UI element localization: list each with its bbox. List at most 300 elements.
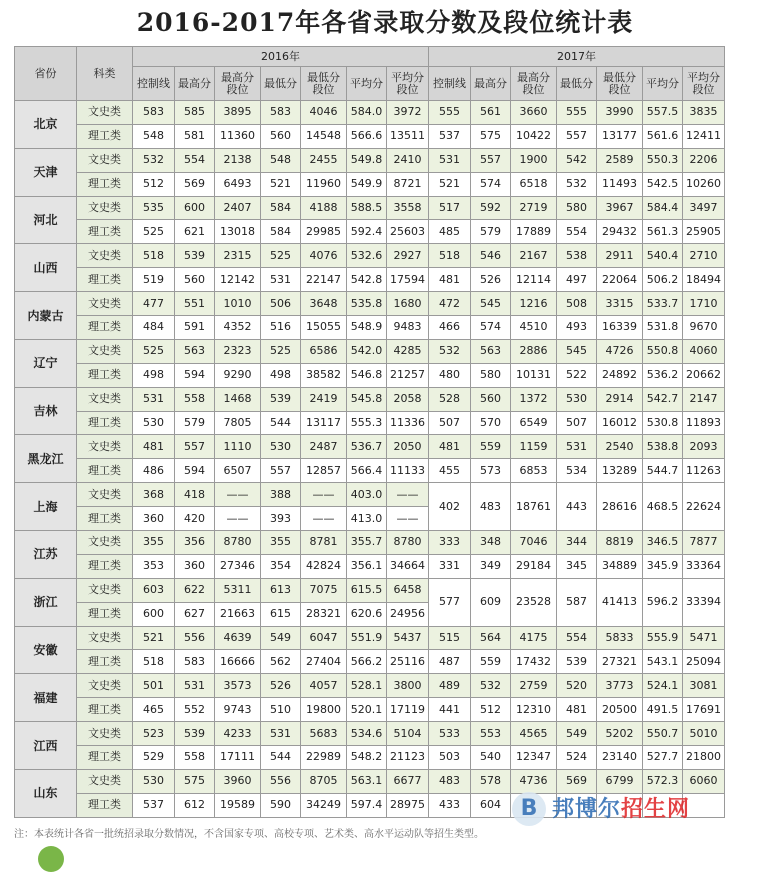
value-2017-cell: 2540	[597, 435, 643, 459]
value-2016-cell: 566.2	[347, 650, 387, 674]
value-2017-cell: 21800	[683, 746, 725, 770]
value-2016-cell: 584	[261, 220, 301, 244]
value-2016-cell: 8705	[301, 769, 347, 793]
value-2017-cell: 561.6	[643, 124, 683, 148]
value-2017-cell: 1900	[511, 148, 557, 172]
value-2016-cell: 1110	[215, 435, 261, 459]
value-2016-cell: 525	[261, 339, 301, 363]
value-2017-cell: 472	[429, 292, 471, 316]
value-2017-cell: 538	[557, 244, 597, 268]
value-2017-cell: 6518	[511, 172, 557, 196]
value-2016-cell: 597.4	[347, 793, 387, 817]
value-2016-cell: 360	[133, 507, 175, 531]
value-2017-cell: 7877	[683, 531, 725, 555]
value-2017-cell: 534	[557, 459, 597, 483]
value-2016-cell: 615.5	[347, 578, 387, 602]
value-2017-cell: 554	[557, 626, 597, 650]
value-2016-cell: 551.9	[347, 626, 387, 650]
category-cell: 文史类	[77, 722, 133, 746]
province-cell: 安徽	[15, 626, 77, 674]
value-2016-cell: 521	[261, 172, 301, 196]
value-2016-cell: 539	[175, 244, 215, 268]
watermark-logo: B	[512, 792, 546, 826]
value-2017-cell: 10260	[683, 172, 725, 196]
value-2016-cell: 8721	[387, 172, 429, 196]
table-row	[15, 172, 725, 196]
value-2016-cell: 477	[133, 292, 175, 316]
value-2016-cell: 519	[133, 268, 175, 292]
green-circle-badge	[38, 846, 64, 872]
score-table	[14, 46, 725, 818]
value-2016-cell: 8780	[215, 531, 261, 555]
value-2017-merged-cell: 22624	[683, 483, 725, 531]
value-2016-cell: 583	[133, 101, 175, 125]
value-2017-cell: 527.7	[643, 746, 683, 770]
value-2017-cell: 524.1	[643, 674, 683, 698]
value-2017-cell: 575	[471, 124, 511, 148]
value-2017-cell: 24892	[597, 363, 643, 387]
value-2016-cell: 4057	[301, 674, 347, 698]
value-2017-cell: 20500	[597, 698, 643, 722]
value-2017-cell: 2710	[683, 244, 725, 268]
value-2017-cell: 559	[471, 650, 511, 674]
value-2016-cell: 7805	[215, 411, 261, 435]
value-2016-cell: 12142	[215, 268, 261, 292]
value-2017-cell: 508	[557, 292, 597, 316]
value-2016-cell: 531	[261, 268, 301, 292]
value-2017-cell: 333	[429, 531, 471, 555]
value-2016-cell: 584	[261, 196, 301, 220]
value-2016-cell: 29985	[301, 220, 347, 244]
value-2017-merged-cell: 468.5	[643, 483, 683, 531]
value-2017-cell: 20662	[683, 363, 725, 387]
value-2016-cell: 592.4	[347, 220, 387, 244]
value-2016-cell: 19800	[301, 698, 347, 722]
header-province: 省份	[15, 47, 77, 101]
value-2016-cell: 2927	[387, 244, 429, 268]
value-2016-cell: 2487	[301, 435, 347, 459]
value-2016-cell: 17594	[387, 268, 429, 292]
province-cell: 内蒙古	[15, 292, 77, 340]
province-cell: 上海	[15, 483, 77, 531]
category-cell: 理工类	[77, 507, 133, 531]
category-cell: 理工类	[77, 746, 133, 770]
table-row	[15, 196, 725, 220]
value-2017-cell: 542	[557, 148, 597, 172]
value-2017-cell: 507	[429, 411, 471, 435]
value-2017-cell: 25094	[683, 650, 725, 674]
value-2016-cell: 6047	[301, 626, 347, 650]
value-2017-cell: 11893	[683, 411, 725, 435]
header-year-2017: 2017年	[429, 47, 725, 67]
col-header-y2017: 最低分 段位	[597, 67, 643, 101]
value-2017-cell: 2719	[511, 196, 557, 220]
value-2016-cell: 530	[261, 435, 301, 459]
value-2016-cell: 532.6	[347, 244, 387, 268]
value-2016-cell: 622	[175, 578, 215, 602]
category-cell: 文史类	[77, 244, 133, 268]
value-2017-cell: 11493	[597, 172, 643, 196]
value-2017-cell: 560	[471, 387, 511, 411]
value-2016-cell: 3558	[387, 196, 429, 220]
value-2016-cell: 354	[261, 554, 301, 578]
value-2017-cell: 6549	[511, 411, 557, 435]
value-2016-cell: 2138	[215, 148, 261, 172]
value-2016-cell: 536.7	[347, 435, 387, 459]
category-cell: 文史类	[77, 435, 133, 459]
value-2016-cell: 4285	[387, 339, 429, 363]
col-header-y2017: 平均分	[643, 67, 683, 101]
value-2017-cell: 4175	[511, 626, 557, 650]
value-2017-cell: 532	[429, 339, 471, 363]
value-2017-cell: 5471	[683, 626, 725, 650]
col-header-y2017: 平均分 段位	[683, 67, 725, 101]
value-2017-cell: 17432	[511, 650, 557, 674]
value-2016-cell: 532	[133, 148, 175, 172]
value-2016-cell: 25116	[387, 650, 429, 674]
value-2017-cell: 545	[471, 292, 511, 316]
value-2017-cell: 531	[557, 435, 597, 459]
col-header-y2017: 最高分	[471, 67, 511, 101]
value-2017-cell: 2093	[683, 435, 725, 459]
value-2016-cell: 6493	[215, 172, 261, 196]
value-2016-cell: 5683	[301, 722, 347, 746]
value-2017-cell: 584.4	[643, 196, 683, 220]
value-2017-cell: 2911	[597, 244, 643, 268]
value-2017-cell: 344	[557, 531, 597, 555]
value-2017-cell: 561.3	[643, 220, 683, 244]
value-2016-cell: 558	[175, 387, 215, 411]
value-2017-cell: 539	[557, 650, 597, 674]
col-header-y2016: 控制线	[133, 67, 175, 101]
value-2016-cell: 612	[175, 793, 215, 817]
value-2016-cell: 591	[175, 316, 215, 340]
value-2017-cell: 13177	[597, 124, 643, 148]
value-2017-cell: 573	[471, 459, 511, 483]
value-2017-cell: 8819	[597, 531, 643, 555]
value-2016-cell: 27346	[215, 554, 261, 578]
table-row	[15, 316, 725, 340]
col-header-y2016: 最低分 段位	[301, 67, 347, 101]
value-2017-cell: 487	[429, 650, 471, 674]
value-2016-cell: 1680	[387, 292, 429, 316]
value-2017-cell: 345	[557, 554, 597, 578]
value-2016-cell: 542.8	[347, 268, 387, 292]
value-2016-cell: 579	[175, 411, 215, 435]
table-row	[15, 531, 725, 555]
value-2016-cell: 6507	[215, 459, 261, 483]
value-2016-cell: 2050	[387, 435, 429, 459]
value-2017-cell: 524	[557, 746, 597, 770]
value-2017-cell: 520	[557, 674, 597, 698]
value-2016-cell: 24956	[387, 602, 429, 626]
value-2017-cell: 5202	[597, 722, 643, 746]
value-2017-cell: 542.7	[643, 387, 683, 411]
value-2016-cell: 34664	[387, 554, 429, 578]
value-2017-cell: 25905	[683, 220, 725, 244]
value-2016-cell: 558	[175, 746, 215, 770]
value-2016-cell: 2419	[301, 387, 347, 411]
value-2016-cell: 355	[133, 531, 175, 555]
category-cell: 文史类	[77, 578, 133, 602]
value-2017-cell: 27321	[597, 650, 643, 674]
col-header-y2017: 控制线	[429, 67, 471, 101]
province-cell: 山东	[15, 769, 77, 817]
value-2017-merged-cell: 587	[557, 578, 597, 626]
value-2017-cell: 530.8	[643, 411, 683, 435]
value-2016-cell: 11360	[215, 124, 261, 148]
table-row	[15, 626, 725, 650]
value-2016-cell: 4352	[215, 316, 261, 340]
value-2017-cell: 574	[471, 172, 511, 196]
header-category: 科类	[77, 47, 133, 101]
table-row	[15, 268, 725, 292]
value-2017-merged-cell: 443	[557, 483, 597, 531]
value-2016-cell: 11960	[301, 172, 347, 196]
value-2017-cell: 433	[429, 793, 471, 817]
value-2016-cell: 1010	[215, 292, 261, 316]
col-header-y2016: 最高分	[175, 67, 215, 101]
value-2016-cell: 518	[133, 244, 175, 268]
value-2017-cell: 1710	[683, 292, 725, 316]
value-2017-cell: 348	[471, 531, 511, 555]
value-2017-cell: 3967	[597, 196, 643, 220]
value-2017-cell: 345.9	[643, 554, 683, 578]
value-2016-cell: 556	[175, 626, 215, 650]
value-2016-cell: 523	[133, 722, 175, 746]
value-2017-cell: 6060	[683, 769, 725, 793]
value-2017-cell: 18494	[683, 268, 725, 292]
value-2016-cell: ——	[387, 507, 429, 531]
value-2017-cell: 331	[429, 554, 471, 578]
value-2017-cell: 4726	[597, 339, 643, 363]
value-2017-merged-cell: 28616	[597, 483, 643, 531]
value-2016-cell: 418	[175, 483, 215, 507]
value-2016-cell: 621	[175, 220, 215, 244]
value-2017-cell: 517	[429, 196, 471, 220]
value-2017-cell: 580	[557, 196, 597, 220]
value-2017-cell: 572.3	[643, 769, 683, 793]
value-2017-cell: 1216	[511, 292, 557, 316]
value-2016-cell: 551	[175, 292, 215, 316]
value-2017-merged-cell: 609	[471, 578, 511, 626]
value-2017-cell: 540.4	[643, 244, 683, 268]
value-2017-cell: 506.2	[643, 268, 683, 292]
value-2017-cell: 29432	[597, 220, 643, 244]
value-2016-cell: 21257	[387, 363, 429, 387]
province-cell: 辽宁	[15, 339, 77, 387]
value-2016-cell: 549.9	[347, 172, 387, 196]
value-2017-cell: 346.5	[643, 531, 683, 555]
value-2017-cell: 542.5	[643, 172, 683, 196]
value-2016-cell: 38582	[301, 363, 347, 387]
category-cell: 文史类	[77, 626, 133, 650]
value-2016-cell: 2315	[215, 244, 261, 268]
col-header-y2016: 最高分 段位	[215, 67, 261, 101]
value-2016-cell: 525	[261, 244, 301, 268]
value-2016-cell: 11336	[387, 411, 429, 435]
value-2016-cell: 356.1	[347, 554, 387, 578]
watermark-text-red: 招生网	[621, 797, 691, 822]
value-2016-cell: 530	[133, 411, 175, 435]
value-2017-cell: 3773	[597, 674, 643, 698]
table-row	[15, 722, 725, 746]
value-2016-cell: 413.0	[347, 507, 387, 531]
value-2016-cell: 3573	[215, 674, 261, 698]
value-2016-cell: 28321	[301, 602, 347, 626]
province-cell: 河北	[15, 196, 77, 244]
value-2016-cell: 603	[133, 578, 175, 602]
value-2016-cell: 620.6	[347, 602, 387, 626]
value-2016-cell: 14548	[301, 124, 347, 148]
value-2017-cell: 532	[557, 172, 597, 196]
value-2016-cell: 600	[133, 602, 175, 626]
value-2017-cell: 1159	[511, 435, 557, 459]
value-2017-cell: 491.5	[643, 698, 683, 722]
value-2016-cell: 13117	[301, 411, 347, 435]
value-2016-cell: 34249	[301, 793, 347, 817]
value-2016-cell: 548.9	[347, 316, 387, 340]
category-cell: 理工类	[77, 124, 133, 148]
value-2017-cell: 455	[429, 459, 471, 483]
value-2016-cell: 4188	[301, 196, 347, 220]
value-2017-cell: 569	[557, 769, 597, 793]
value-2016-cell: ——	[215, 483, 261, 507]
value-2016-cell: 9483	[387, 316, 429, 340]
value-2016-cell: 548	[133, 124, 175, 148]
value-2016-cell: 535.8	[347, 292, 387, 316]
value-2016-cell: 594	[175, 459, 215, 483]
value-2016-cell: 575	[175, 769, 215, 793]
value-2017-cell: 5010	[683, 722, 725, 746]
category-cell: 理工类	[77, 363, 133, 387]
value-2016-cell: 521	[133, 626, 175, 650]
value-2016-cell: 13511	[387, 124, 429, 148]
value-2017-cell: 3315	[597, 292, 643, 316]
value-2017-cell: 528	[429, 387, 471, 411]
value-2016-cell: 17119	[387, 698, 429, 722]
value-2017-cell: 503	[429, 746, 471, 770]
value-2016-cell: 353	[133, 554, 175, 578]
value-2016-cell: 13018	[215, 220, 261, 244]
value-2016-cell: 420	[175, 507, 215, 531]
category-cell: 理工类	[77, 411, 133, 435]
value-2017-cell: 580	[471, 363, 511, 387]
value-2016-cell: 529	[133, 746, 175, 770]
category-cell: 文史类	[77, 483, 133, 507]
table-row	[15, 363, 725, 387]
value-2017-cell: 12347	[511, 746, 557, 770]
value-2017-cell: 555	[557, 101, 597, 125]
value-2017-cell: 3835	[683, 101, 725, 125]
value-2017-cell: 543.1	[643, 650, 683, 674]
value-2016-cell: 22147	[301, 268, 347, 292]
value-2017-cell: 2589	[597, 148, 643, 172]
province-cell: 福建	[15, 674, 77, 722]
value-2017-cell: 1372	[511, 387, 557, 411]
value-2017-cell: 441	[429, 698, 471, 722]
value-2016-cell: 562	[261, 650, 301, 674]
table-row	[15, 554, 725, 578]
value-2016-cell: 510	[261, 698, 301, 722]
value-2016-cell: 15055	[301, 316, 347, 340]
table-row	[15, 292, 725, 316]
province-cell: 山西	[15, 244, 77, 292]
value-2017-merged-cell: 577	[429, 578, 471, 626]
value-2017-cell: 564	[471, 626, 511, 650]
value-2016-cell: 3800	[387, 674, 429, 698]
value-2017-cell: 578	[471, 769, 511, 793]
table-row	[15, 698, 725, 722]
value-2016-cell: 556	[261, 769, 301, 793]
value-2017-cell: 540	[471, 746, 511, 770]
value-2017-cell: 559	[471, 435, 511, 459]
value-2017-cell: 3497	[683, 196, 725, 220]
value-2016-cell: 531	[133, 387, 175, 411]
table-row	[15, 483, 725, 507]
value-2017-cell: 12114	[511, 268, 557, 292]
value-2017-cell: 550.3	[643, 148, 683, 172]
value-2016-cell: 12857	[301, 459, 347, 483]
value-2016-cell: 557	[175, 435, 215, 459]
value-2017-cell: 532	[471, 674, 511, 698]
value-2017-cell: 549	[557, 722, 597, 746]
value-2017-cell: 349	[471, 554, 511, 578]
value-2016-cell: 28975	[387, 793, 429, 817]
table-row	[15, 148, 725, 172]
value-2017-cell: 6799	[597, 769, 643, 793]
value-2016-cell: 545.8	[347, 387, 387, 411]
value-2016-cell: 388	[261, 483, 301, 507]
value-2017-cell: 533.7	[643, 292, 683, 316]
province-cell: 吉林	[15, 387, 77, 435]
province-cell: 天津	[15, 148, 77, 196]
value-2016-cell: 9743	[215, 698, 261, 722]
value-2017-cell: 545	[557, 339, 597, 363]
value-2016-cell: 560	[175, 268, 215, 292]
value-2016-cell: ——	[301, 507, 347, 531]
value-2016-cell: 600	[175, 196, 215, 220]
value-2016-cell: 530	[133, 769, 175, 793]
table-row	[15, 746, 725, 770]
value-2017-cell: 574	[471, 316, 511, 340]
value-2016-cell: 360	[175, 554, 215, 578]
value-2017-cell: 2167	[511, 244, 557, 268]
value-2016-cell: 481	[133, 435, 175, 459]
category-cell: 理工类	[77, 172, 133, 196]
value-2017-cell: 23140	[597, 746, 643, 770]
category-cell: 理工类	[77, 220, 133, 244]
value-2017-cell: 2914	[597, 387, 643, 411]
value-2017-cell: 466	[429, 316, 471, 340]
value-2017-cell: 550.8	[643, 339, 683, 363]
category-cell: 理工类	[77, 459, 133, 483]
table-row	[15, 411, 725, 435]
value-2017-cell: 17889	[511, 220, 557, 244]
watermark-text	[552, 794, 690, 826]
value-2016-cell: 3960	[215, 769, 261, 793]
value-2016-cell: 534.6	[347, 722, 387, 746]
value-2016-cell: 6677	[387, 769, 429, 793]
value-2016-cell: 19589	[215, 793, 261, 817]
value-2016-cell: 528.1	[347, 674, 387, 698]
category-cell: 文史类	[77, 292, 133, 316]
value-2017-cell: 480	[429, 363, 471, 387]
header-year-2016: 2016年	[133, 47, 429, 67]
value-2017-cell: 557	[557, 124, 597, 148]
col-header-y2017: 最低分	[557, 67, 597, 101]
value-2016-cell: 548	[261, 148, 301, 172]
